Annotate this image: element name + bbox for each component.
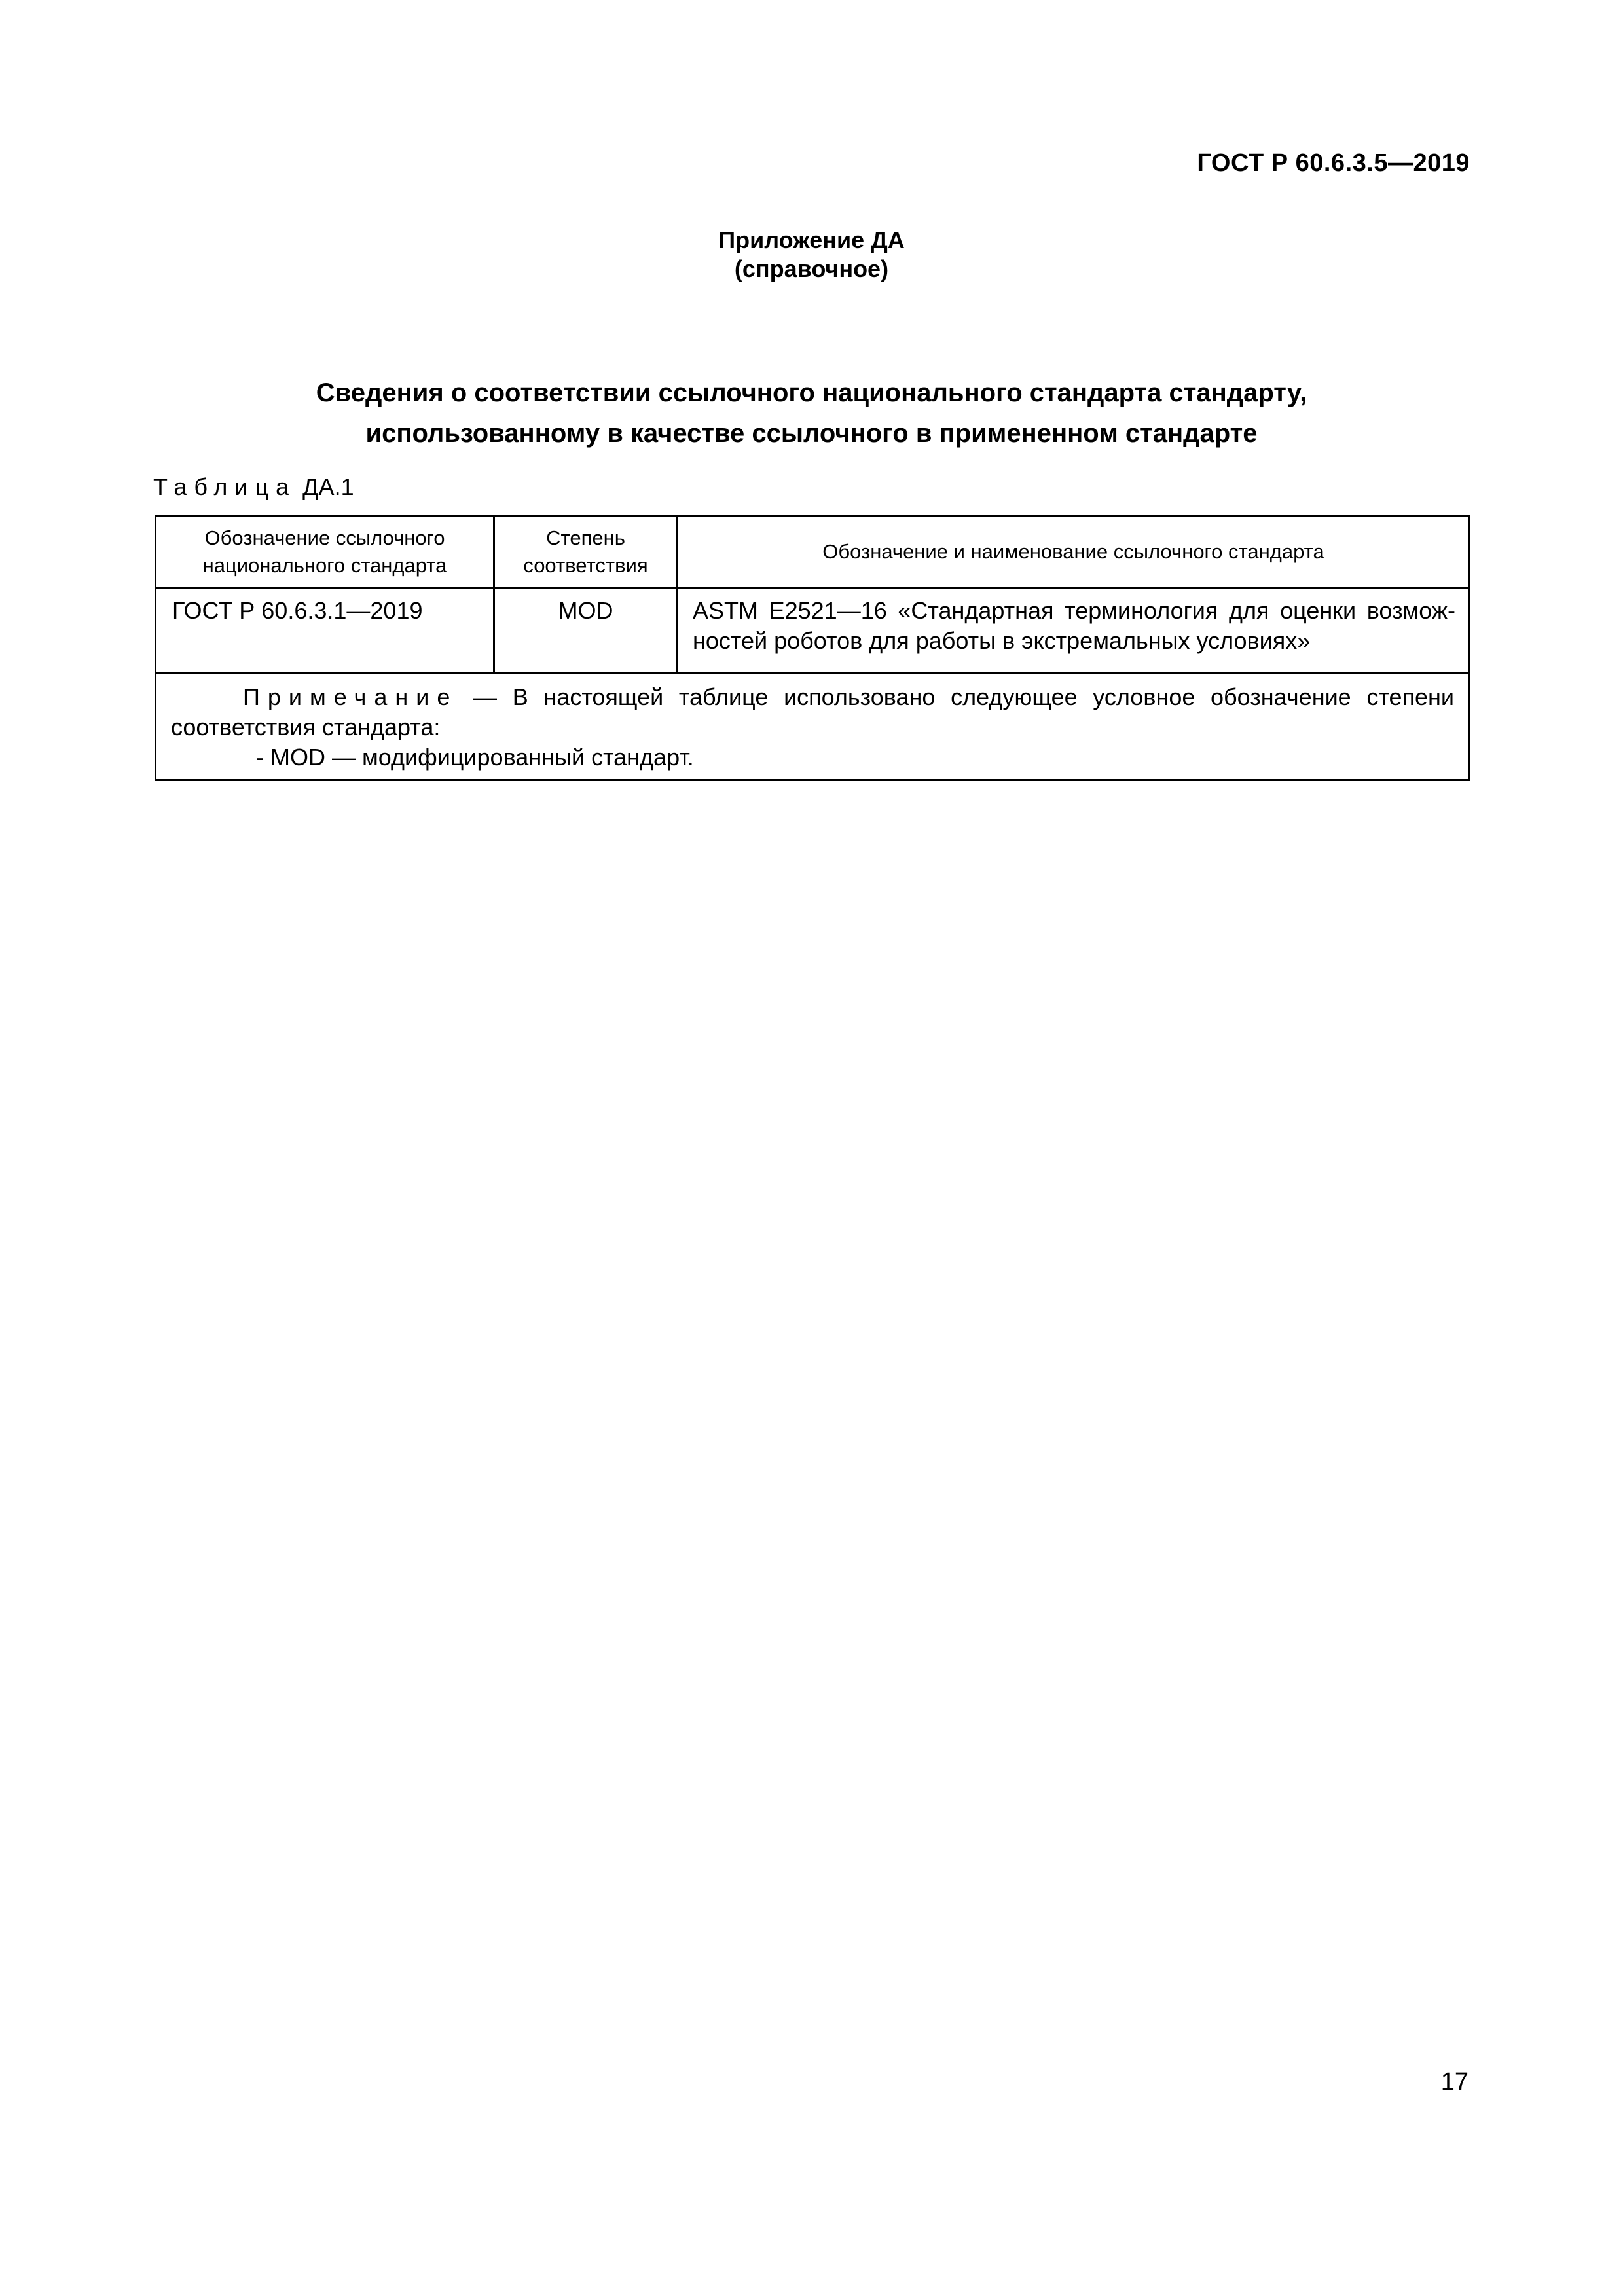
table-note — [156, 674, 1470, 780]
section-heading-line-2: использованному в качестве ссылочного в примененном стандарте — [365, 419, 1258, 448]
table-header-row — [156, 516, 1470, 588]
note-label: Примечание — [243, 683, 458, 710]
table-note-row — [156, 674, 1470, 780]
note-body: — В настоящей таблице использовано следующее условное обозначение степени соответствия стандарта: — [171, 683, 1454, 740]
table-caption-label: Таблица — [153, 473, 297, 500]
note-list-item: - MOD — модифицированный стандарт. — [256, 744, 694, 771]
references-table — [155, 515, 1470, 781]
cell-reference-standard: ASTM E2521—16 «Стандартная терминология для оценки возмож-ностей роботов для работы в экстремальных условиях» — [678, 588, 1470, 674]
header-national-standard: Обозначение ссылочного национального стандарта — [156, 516, 494, 588]
table-caption-number: ДА.1 — [302, 473, 354, 500]
header-degree: Степень соответствия — [494, 516, 678, 588]
page-number: 17 — [1440, 2068, 1468, 2096]
header-reference-standard: Обозначение и наименование ссылочного стандарта — [678, 516, 1470, 588]
table-row — [156, 588, 1470, 674]
cell-degree: MOD — [494, 588, 678, 674]
table-caption — [153, 473, 354, 501]
appendix-title: Приложение ДА — [718, 227, 905, 253]
document-code: ГОСТ Р 60.6.3.5—2019 — [1197, 149, 1470, 177]
appendix-subtitle: (справочное) — [734, 255, 889, 282]
cell-national-standard: ГОСТ Р 60.6.3.1—2019 — [156, 588, 494, 674]
section-heading-line-1: Сведения о соответствии ссылочного национального стандарта стандарту, — [316, 378, 1307, 407]
note-text — [171, 682, 1454, 742]
